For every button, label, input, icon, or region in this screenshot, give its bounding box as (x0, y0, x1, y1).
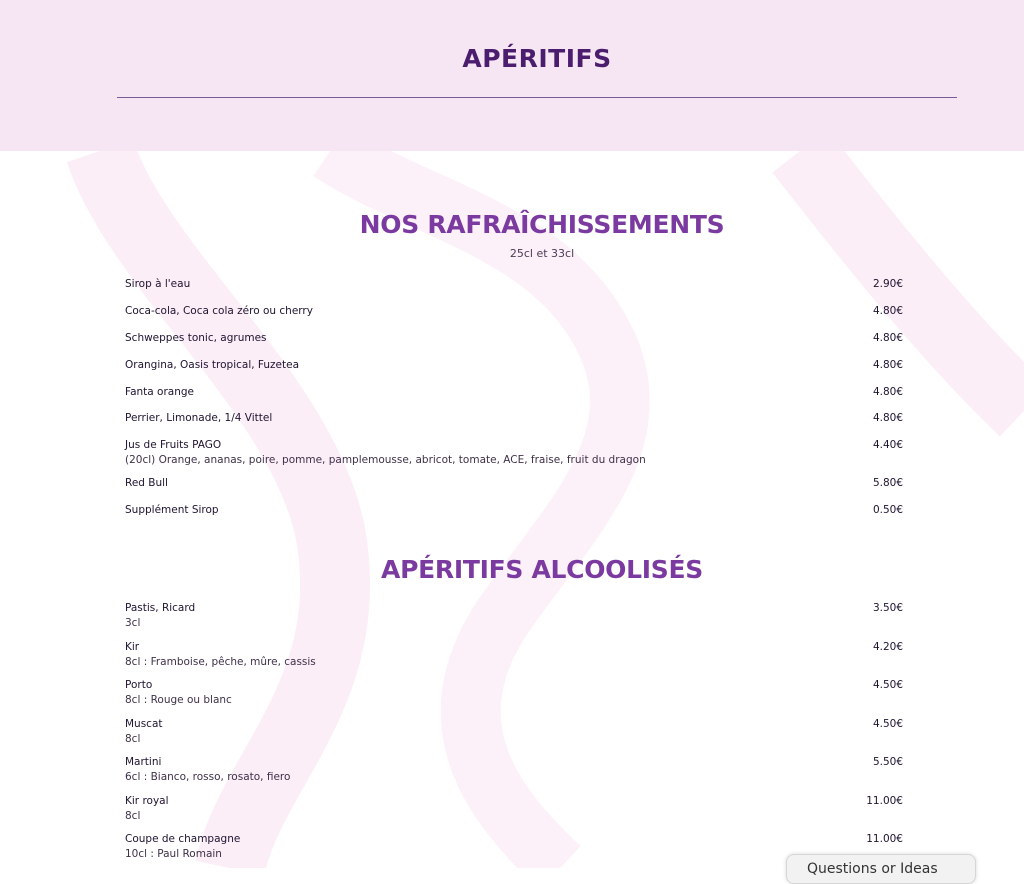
item-price: 5.80€ (872, 477, 903, 489)
menu-item (125, 640, 903, 670)
menu-item (125, 277, 903, 291)
item-name: Orangina, Oasis tropical, Fuzetea (125, 359, 300, 371)
item-name: Coca-cola, Coca cola zéro ou cherry (125, 305, 313, 317)
section-title-refreshments: NOS RAFRAÎCHISSEMENTS (359, 210, 725, 239)
item-name: Perrier, Limonade, 1/4 Vittel (125, 412, 273, 424)
item-price: 4.80€ (872, 386, 903, 398)
item-name: Martini (125, 756, 162, 768)
item-price: 3.50€ (872, 602, 903, 614)
item-name: Porto (125, 679, 153, 691)
item-name: Supplément Sirop (125, 504, 219, 516)
item-price: 4.50€ (872, 718, 903, 730)
item-name: Sirop à l'eau (125, 278, 191, 290)
item-name: Jus de Fruits PAGO (125, 439, 222, 451)
item-description: 3cl (125, 617, 141, 629)
menu-item (125, 411, 903, 425)
item-description: 6cl : Bianco, rosso, rosato, fiero (125, 771, 291, 783)
item-price: 4.80€ (872, 412, 903, 424)
item-price: 2.90€ (872, 278, 903, 290)
item-description: 10cl : Paul Romain (125, 848, 222, 860)
item-price: 4.80€ (872, 332, 903, 344)
item-price: 4.80€ (872, 359, 903, 371)
menu-item (125, 476, 903, 490)
page-title: APÉRITIFS (462, 44, 612, 73)
item-price: 4.80€ (872, 305, 903, 317)
page-header-banner (0, 0, 1024, 151)
item-name: Schweppes tonic, agrumes (125, 332, 267, 344)
menu-item (125, 358, 903, 372)
menu-item (125, 755, 903, 785)
item-price: 0.50€ (872, 504, 903, 516)
item-description: 8cl (125, 733, 141, 745)
menu-item (125, 601, 903, 631)
item-price: 4.40€ (872, 439, 903, 451)
item-name: Red Bull (125, 477, 168, 489)
item-name: Kir royal (125, 795, 169, 807)
menu-item (125, 678, 903, 708)
item-price: 11.00€ (866, 795, 903, 807)
item-description: (20cl) Orange, ananas, poire, pomme, pamplemousse, abricot, tomate, ACE, fraise, fruit du dragon (125, 454, 646, 466)
item-name: Kir (125, 641, 140, 653)
menu-item (125, 385, 903, 399)
menu-item (125, 304, 903, 318)
item-description: 8cl : Rouge ou blanc (125, 694, 232, 706)
menu-item (125, 331, 903, 345)
menu-item (125, 503, 903, 517)
item-description: 8cl : Framboise, pêche, mûre, cassis (125, 656, 316, 668)
item-price: 5.50€ (872, 756, 903, 768)
menu-item (125, 438, 903, 468)
questions-ideas-button[interactable]: Questions or Ideas (786, 854, 976, 884)
section-subtitle-refreshments: 25cl et 33cl (509, 247, 575, 260)
item-name: Coupe de champagne (125, 833, 241, 845)
item-name: Pastis, Ricard (125, 602, 196, 614)
item-price: 4.50€ (872, 679, 903, 691)
header-divider (117, 97, 957, 98)
item-price: 4.20€ (872, 641, 903, 653)
item-description: 8cl (125, 810, 141, 822)
item-price: 11.00€ (866, 833, 903, 845)
item-name: Muscat (125, 718, 163, 730)
item-name: Fanta orange (125, 386, 195, 398)
menu-item (125, 717, 903, 747)
section-title-alcoholic: APÉRITIFS ALCOOLISÉS (381, 555, 703, 584)
menu-item (125, 794, 903, 824)
